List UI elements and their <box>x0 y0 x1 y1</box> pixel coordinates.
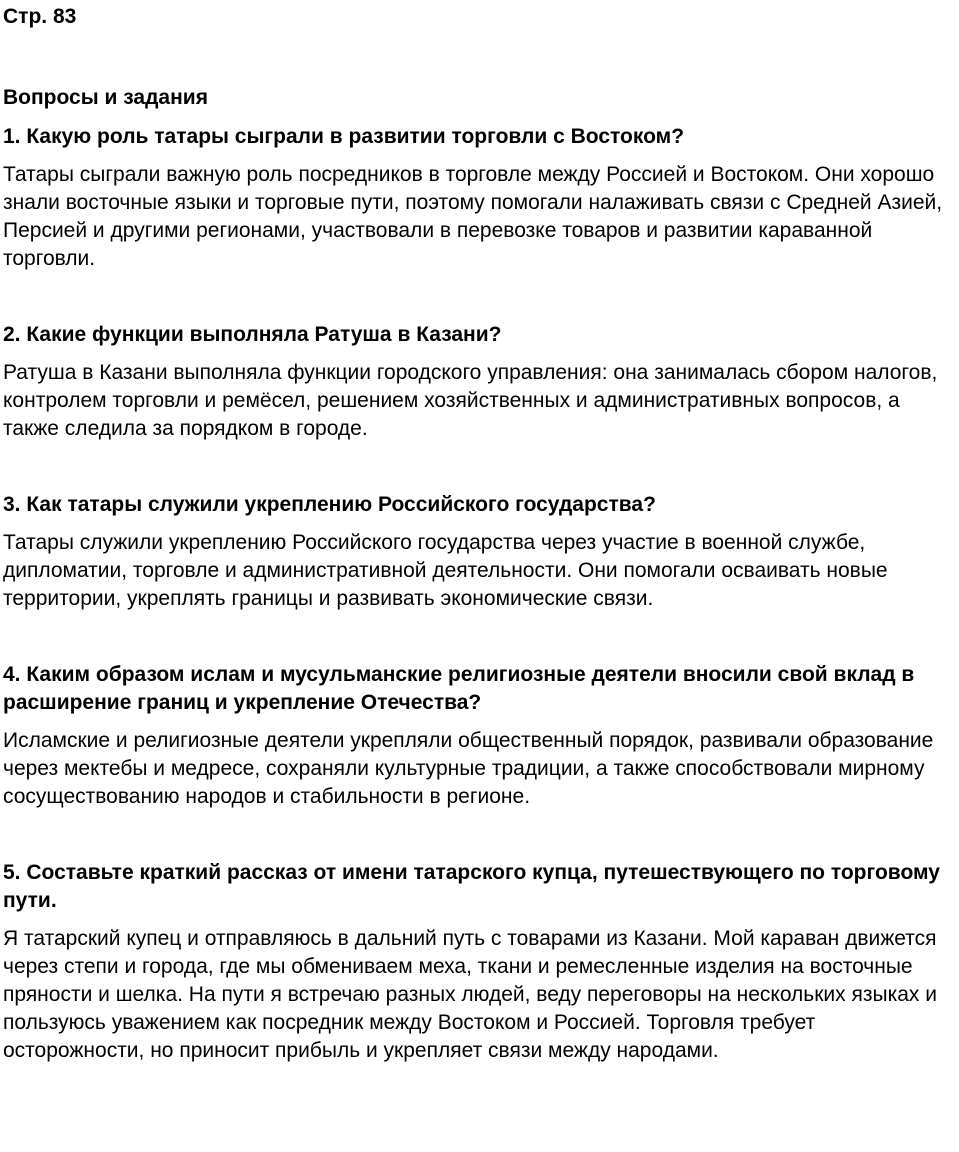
question-5: 5. Составьте краткий рассказ от имени татарского купца, путешествующего по торговому пути. <box>3 861 940 912</box>
answer-2: Ратуша в Казани выполняла функции городского управления: она занималась сбором налогов, контролем торговли и ремёсел, решением хозяйственных и административных вопросов, а также следила за порядком в городе. <box>3 361 938 440</box>
question-1: 1. Какую роль татары сыграли в развитии торговли с Востоком? <box>3 125 685 148</box>
answer-1: Татары сыграли важную роль посредников в торговле между Россией и Востоком. Они хорошо знали восточные языки и торговые пути, поэтому помогали налаживать связи с Средней Азией, Персией и другими регионами, участвовали в перевозке товаров и развитии караванной торговли. <box>3 163 943 270</box>
question-2: 2. Какие функции выполняла Ратуша в Казани? <box>3 323 502 346</box>
page-number: Стр. 83 <box>3 5 77 28</box>
section-title: Вопросы и задания <box>3 86 208 109</box>
qa-item-4 <box>3 661 959 811</box>
question-4: 4. Каким образом ислам и мусульманские религиозные деятели вносили свой вклад в расширение границ и укрепление Отечества? <box>3 663 915 714</box>
qa-item-5 <box>3 859 959 1065</box>
question-3: 3. Как татары служили укреплению Российского государства? <box>3 493 656 516</box>
answer-4: Исламские и религиозные деятели укрепляли общественный порядок, развивали образование через мектебы и медресе, сохраняли культурные традиции, а также способствовали мирному сосуществованию народов и стабильности в регионе. <box>3 729 934 808</box>
answer-3: Татары служили укреплению Российского государства через участие в военной службе, дипломатии, торговле и административной деятельности. Они помогали осваивать новые территории, укреплять границы и развивать экономические связи. <box>3 531 888 610</box>
answer-5: Я татарский купец и отправляюсь в дальний путь с товарами из Казани. Мой караван движется через степи и города, где мы обмениваем меха, ткани и ремесленные изделия на восточные пряности и шелка. На пути я встречаю разных людей, веду переговоры на нескольких языках и пользуюсь уважением как посредник между Востоком и Россией. Торговля требует осторожности, но приносит прибыль и укрепляет связи между народами. <box>3 927 937 1062</box>
qa-item-1 <box>3 123 959 273</box>
qa-item-2 <box>3 321 959 443</box>
qa-item-3 <box>3 491 959 613</box>
